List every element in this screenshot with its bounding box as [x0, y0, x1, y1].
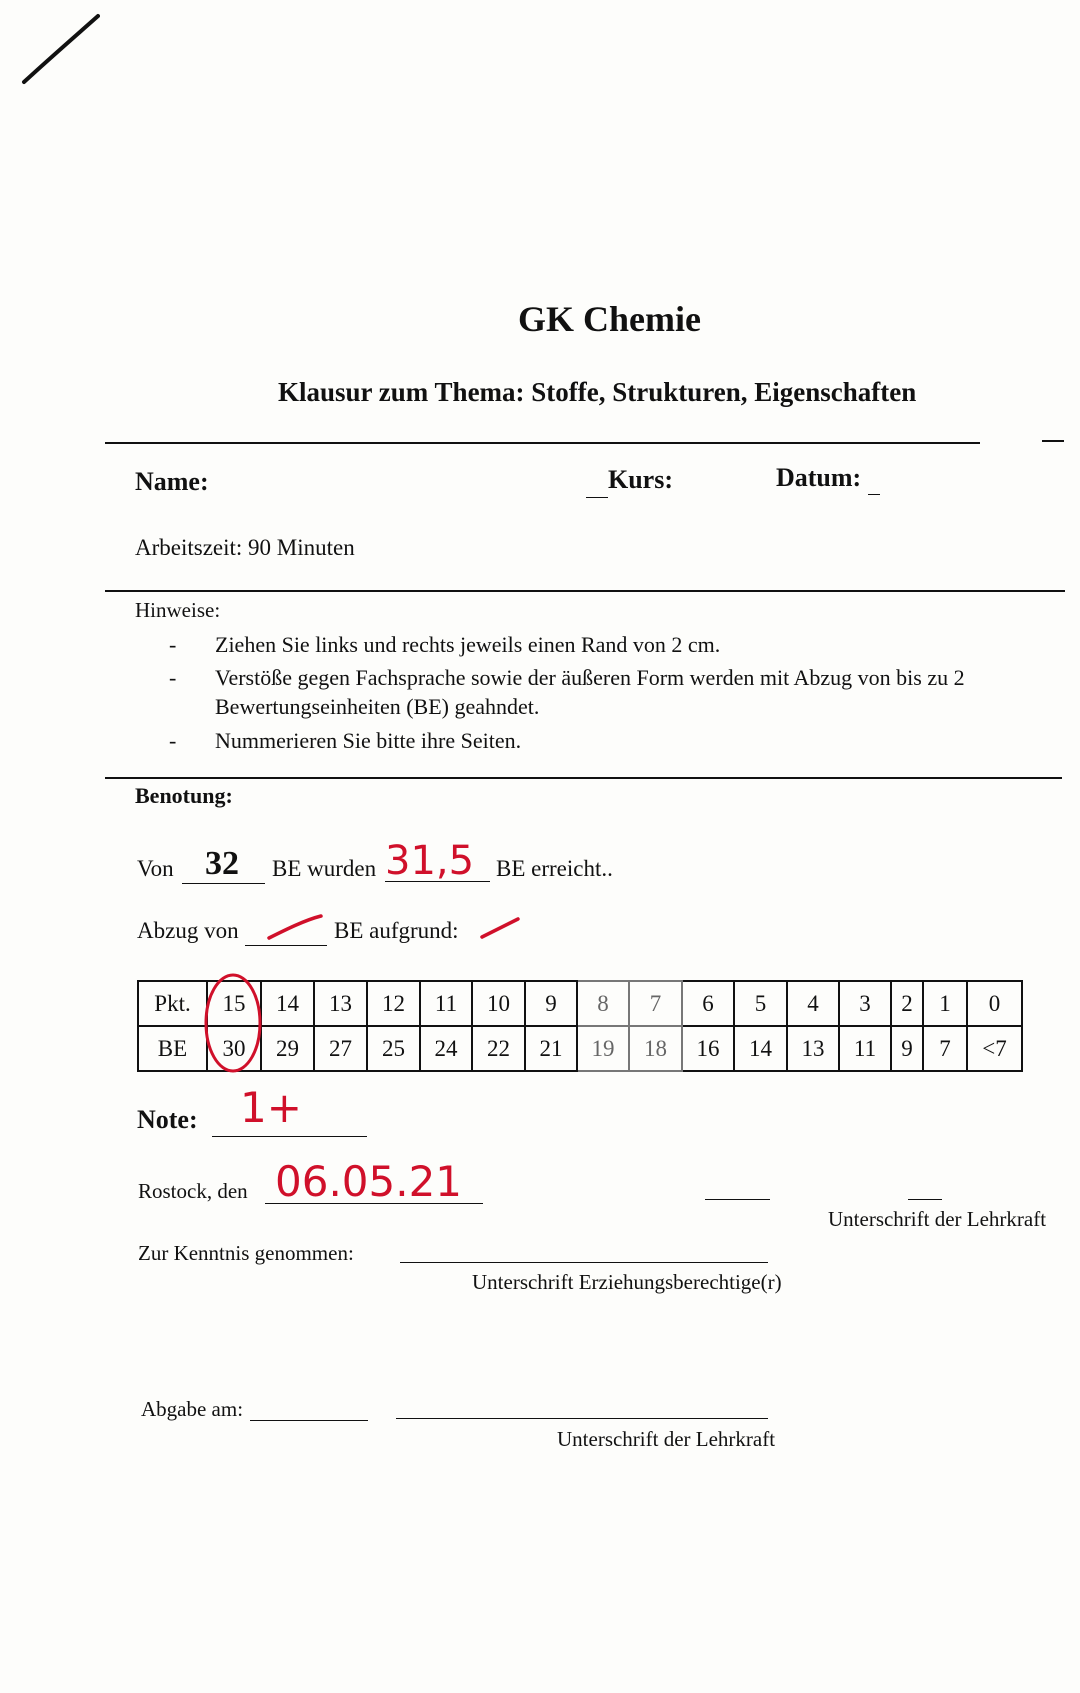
be-cell: 22 [472, 1026, 525, 1071]
grade-circle-mark [200, 970, 266, 1076]
total-be-line [182, 883, 265, 884]
teacher-signature-line-1a [705, 1199, 770, 1200]
hints-heading: Hinweise: [135, 598, 221, 622]
table-row-be [138, 1026, 1022, 1071]
datum-label: Datum: [776, 463, 862, 492]
be-cell: <7 [967, 1026, 1022, 1071]
be-cell: 18 [629, 1026, 682, 1071]
points-cell: 6 [682, 981, 734, 1026]
note-line [212, 1136, 367, 1137]
divider-hints [105, 590, 1065, 592]
be-cell: 14 [734, 1026, 787, 1071]
be-cell: 9 [891, 1026, 923, 1071]
grading-heading: Benotung: [135, 783, 233, 808]
be-cell: 13 [787, 1026, 839, 1071]
datum-field-line [868, 494, 880, 495]
be-cell: 24 [420, 1026, 472, 1071]
kurs-label: Kurs: [608, 465, 673, 494]
points-cell: 3 [839, 981, 891, 1026]
points-cell: 9 [525, 981, 577, 1026]
hint-item: - Verstöße gegen Fachsprache sowie der äußeren Form werden mit Abzug von bis zu 2 [169, 665, 965, 690]
divider-grading [105, 777, 1062, 779]
teacher-signature-caption-1: Unterschrift der Lehrkraft [828, 1207, 1047, 1231]
hint-item-continued: Bewertungseinheiten (BE) geahndet. [215, 694, 540, 719]
teacher-signature-line-2 [396, 1418, 768, 1419]
page-subtitle: Klausur zum Thema: Stoffe, Strukturen, Eigenschaften [278, 377, 917, 407]
points-cell: 11 [420, 981, 472, 1026]
be-aufgrund-label: BE aufgrund: [334, 918, 459, 943]
be-cell: 21 [525, 1026, 577, 1071]
aufgrund-dash-mark [478, 915, 522, 941]
achieved-be-line [385, 881, 490, 882]
abgabe-line [250, 1420, 368, 1421]
points-cell: 14 [261, 981, 314, 1026]
abzug-line [245, 945, 327, 946]
total-be-value: 32 [205, 845, 239, 882]
be-cell: 25 [367, 1026, 420, 1071]
divider-top-right-mark [1042, 440, 1064, 442]
row-label-be: BE [138, 1026, 207, 1071]
parent-signature-caption: Unterschrift Erziehungsberechtige(r) [472, 1270, 782, 1294]
hint-item: - Ziehen Sie links und rechts jeweils einen Rand von 2 cm. [169, 632, 721, 657]
abzug-dash-mark [265, 912, 325, 942]
name-label: Name: [135, 467, 209, 496]
points-cell: 4 [787, 981, 839, 1026]
points-cell: 12 [367, 981, 420, 1026]
be-erreicht-label: BE erreicht.. [496, 856, 613, 881]
be-cell: 30 [207, 1026, 261, 1071]
table-row-points [138, 981, 1022, 1026]
divider-top [105, 442, 980, 444]
points-cell: 8 [577, 981, 629, 1026]
points-cell: 5 [734, 981, 787, 1026]
achieved-be-value: 31,5 [385, 838, 475, 884]
be-cell: 27 [314, 1026, 367, 1071]
grade-table [137, 980, 1023, 1072]
be-cell: 16 [682, 1026, 734, 1071]
be-cell: 19 [577, 1026, 629, 1071]
kenntnis-label: Zur Kenntnis genommen: [138, 1241, 354, 1265]
be-wurden-label: BE wurden [272, 856, 377, 881]
be-cell: 7 [923, 1026, 967, 1071]
hint-item: - Nummerieren Sie bitte ihre Seiten. [169, 728, 522, 753]
be-cell: 29 [261, 1026, 314, 1071]
points-cell: 1 [923, 981, 967, 1026]
date-value: 06.05.21 [275, 1157, 463, 1206]
abgabe-label: Abgabe am: [141, 1397, 244, 1421]
parent-signature-line [400, 1262, 768, 1263]
abzug-label: Abzug von [137, 918, 239, 943]
ort-label: Rostock, den [138, 1179, 248, 1203]
points-cell: 7 [629, 981, 682, 1026]
points-cell: 10 [472, 981, 525, 1026]
teacher-signature-line-1b [908, 1199, 942, 1200]
be-cell: 11 [839, 1026, 891, 1071]
von-label: Von [137, 856, 174, 881]
points-cell: 13 [314, 981, 367, 1026]
row-label-pkt: Pkt. [138, 981, 207, 1026]
note-value: 1+ [240, 1083, 302, 1132]
points-cell: 2 [891, 981, 923, 1026]
teacher-signature-caption-2: Unterschrift der Lehrkraft [557, 1427, 776, 1451]
arbeitszeit-text: Arbeitszeit: 90 Minuten [135, 535, 355, 560]
note-label: Note: [137, 1105, 198, 1134]
points-cell: 0 [967, 981, 1022, 1026]
pen-stroke-mark [10, 10, 100, 90]
points-cell: 15 [207, 981, 261, 1026]
name-field-line [586, 497, 608, 498]
page-title: GK Chemie [518, 299, 701, 339]
